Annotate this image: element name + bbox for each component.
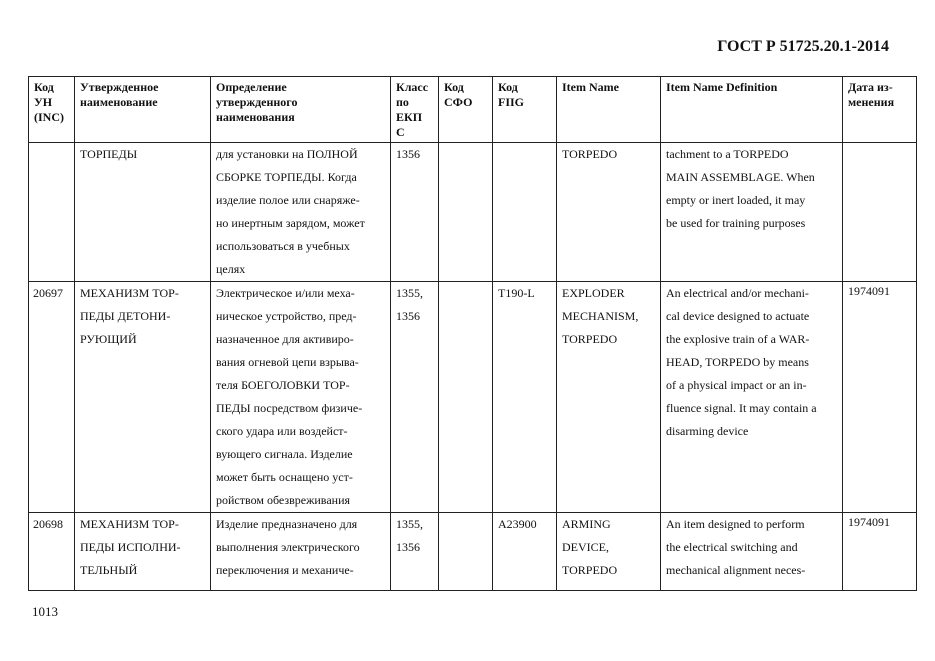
table-row	[29, 513, 917, 591]
cell-definition-ru: для установки на ПОЛНОЙ СБОРКЕ ТОРПЕДЫ. Когда изделие полое или снаряже- но инертным зарядом, может использоваться в учебных целях	[211, 143, 391, 282]
col-header-definition-ru: Определение утвержденного наименования	[211, 77, 391, 143]
cell-fiig: A23900	[493, 513, 557, 591]
cell-inc: 20698	[29, 513, 75, 591]
page-number: 1013	[32, 604, 58, 619]
table-row	[29, 143, 917, 282]
col-header-fiig: Код FIIG	[493, 77, 557, 143]
cell-definition-en: An item designed to perform the electrical switching and mechanical alignment neces-	[661, 513, 843, 591]
cell-fiig	[493, 143, 557, 282]
col-header-date: Дата из- менения	[843, 77, 917, 143]
cell-definition-en: tachment to a TORPEDO MAIN ASSEMBLAGE. When empty or inert loaded, it may be used for training purposes	[661, 143, 843, 282]
cell-date: 1974091	[843, 513, 917, 591]
cell-name-ru: МЕХАНИЗМ ТОР- ПЕДЫ ДЕТОНИ- РУЮЩИЙ	[75, 282, 211, 513]
col-header-sfo: Код СФО	[439, 77, 493, 143]
cell-sfo	[439, 282, 493, 513]
cell-class: 1356	[391, 143, 439, 282]
cell-date	[843, 143, 917, 282]
cell-definition-ru: Изделие предназначено для выполнения электрического переключения и механиче-	[211, 513, 391, 591]
cell-class: 1355, 1356	[391, 513, 439, 591]
cell-definition-en: An electrical and/or mechani- cal device designed to actuate the explosive train of a WAR- HEAD, TORPEDO by means of a physical impact or an in- fluence signal. It may contain a disarming device	[661, 282, 843, 513]
cell-sfo	[439, 513, 493, 591]
cell-name-ru: МЕХАНИЗМ ТОР- ПЕДЫ ИСПОЛНИ- ТЕЛЬНЫЙ	[75, 513, 211, 591]
cell-name-ru: ТОРПЕДЫ	[75, 143, 211, 282]
catalog-table	[28, 76, 917, 591]
cell-item-name: TORPEDO	[557, 143, 661, 282]
cell-item-name: ARMING DEVICE, TORPEDO	[557, 513, 661, 591]
table-header-row	[29, 77, 917, 143]
cell-sfo	[439, 143, 493, 282]
col-header-inc: Код УН (INC)	[29, 77, 75, 143]
standard-number: ГОСТ Р 51725.20.1-2014	[717, 38, 889, 55]
col-header-class: Класс по ЕКП С	[391, 77, 439, 143]
cell-fiig: T190-L	[493, 282, 557, 513]
cell-inc: 20697	[29, 282, 75, 513]
cell-definition-ru: Электрическое и/или меха- ническое устройство, пред- назначенное для активиро- вания огневой цепи взрыва- теля БОЕГОЛОВКИ ТОР- ПЕДЫ посредством физиче- ского удара или воздейст- вующего сигнала. Изделие может быть оснащено уст- ройством обезвреживания	[211, 282, 391, 513]
cell-class: 1355, 1356	[391, 282, 439, 513]
cell-date: 1974091	[843, 282, 917, 513]
cell-item-name: EXPLODER MECHANISM, TORPEDO	[557, 282, 661, 513]
cell-inc	[29, 143, 75, 282]
col-header-name-ru: Утвержденное наименование	[75, 77, 211, 143]
col-header-item-name: Item Name	[557, 77, 661, 143]
col-header-definition-en: Item Name Definition	[661, 77, 843, 143]
table-row	[29, 282, 917, 513]
